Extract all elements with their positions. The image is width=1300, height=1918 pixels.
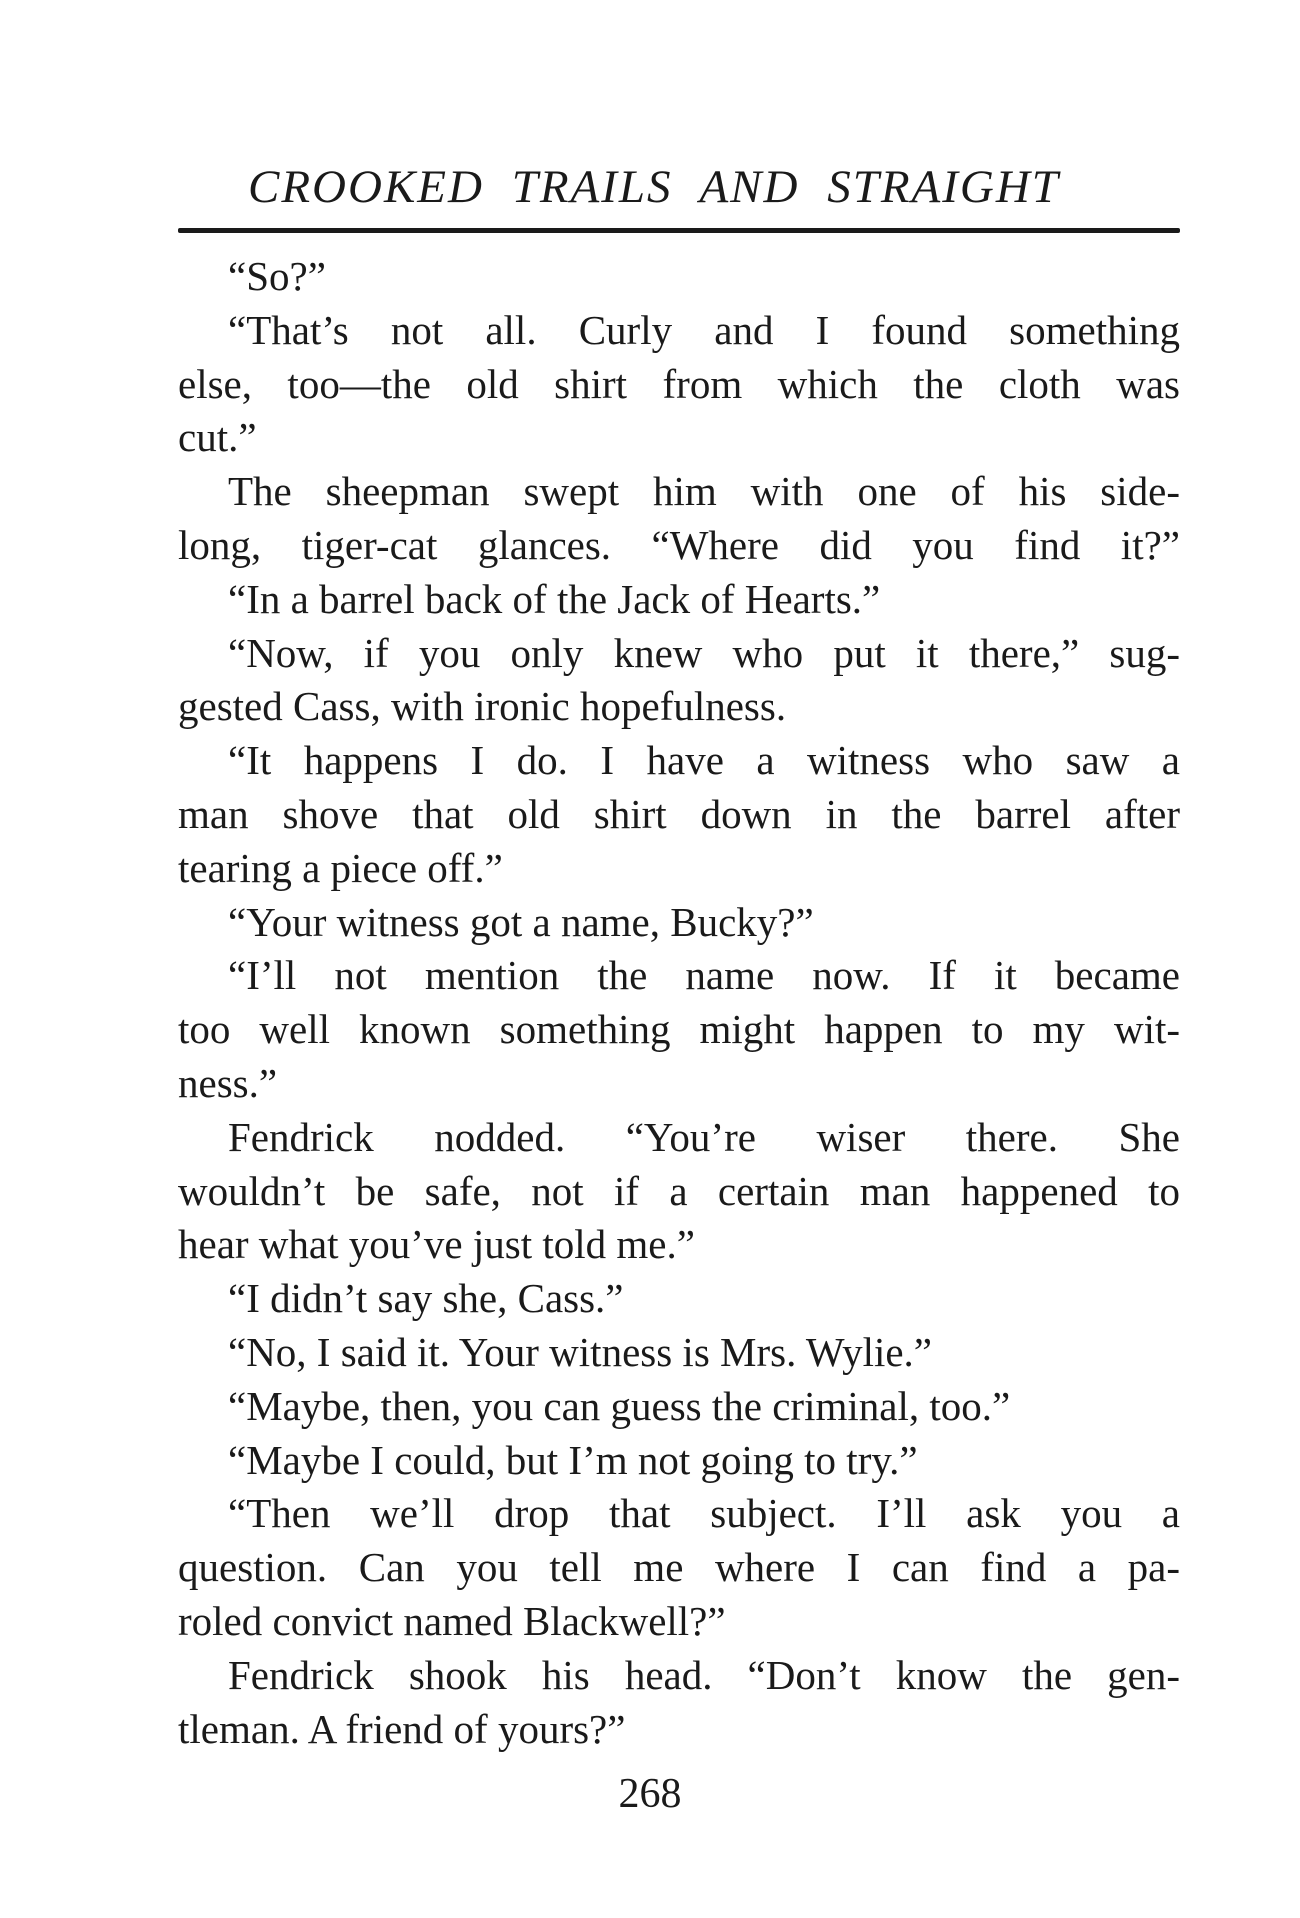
text-line: “So?” (228, 253, 326, 299)
text-line: hear what you’ve just told me.” (178, 1221, 695, 1268)
text-line: ness.” (178, 1059, 278, 1106)
text-line: “No, I said it. Your witness is Mrs. Wylie.” (228, 1328, 933, 1375)
header-rule (178, 228, 1180, 233)
text-line: tleman. A friend of yours?” (178, 1705, 626, 1752)
text-line: Fendrick nodded. “You’re wiser there. She (228, 1113, 1180, 1160)
text-line: else, too—the old shirt from which the cloth was (178, 360, 1180, 407)
text-line: “Then we’ll drop that subject. I’ll ask you a (228, 1490, 1180, 1537)
text-line: “It happens I do. I have a witness who saw a (228, 737, 1180, 784)
text-line: man shove that old shirt down in the barrel after (178, 790, 1180, 837)
text-line: “In a barrel back of the Jack of Hearts.” (228, 575, 881, 622)
text-line: “I didn’t say she, Cass.” (228, 1275, 624, 1322)
text-line: The sheepman swept him with one of his side- (228, 468, 1180, 515)
text-line: tearing a piece off.” (178, 844, 503, 891)
text-line: “Maybe I could, but I’m not going to try.” (228, 1436, 918, 1483)
running-head: CROOKED TRAILS AND STRAIGHT (248, 161, 1060, 213)
text-line: “Maybe, then, you can guess the criminal, too.” (228, 1382, 1011, 1429)
text-line: cut.” (178, 414, 257, 461)
text-line: too well known something might happen to my wit- (178, 1006, 1180, 1053)
body-text (178, 250, 1180, 1756)
text-line: long, tiger-cat glances. “Where did you find it?” (178, 521, 1180, 568)
text-line: “Now, if you only knew who put it there,” sug- (228, 629, 1180, 676)
text-line: roled convict named Blackwell?” (178, 1597, 726, 1644)
text-line: “Your witness got a name, Bucky?” (228, 898, 814, 945)
text-line: “That’s not all. Curly and I found something (228, 306, 1180, 353)
text-line: wouldn’t be safe, not if a certain man happened to (178, 1167, 1180, 1214)
text-line: question. Can you tell me where I can find a pa- (178, 1544, 1180, 1591)
text-line: “I’ll not mention the name now. If it became (228, 952, 1180, 999)
page-number: 268 (618, 1771, 682, 1817)
text-line: gested Cass, with ironic hopefulness. (178, 683, 787, 730)
text-line: Fendrick shook his head. “Don’t know the gen- (228, 1651, 1180, 1698)
